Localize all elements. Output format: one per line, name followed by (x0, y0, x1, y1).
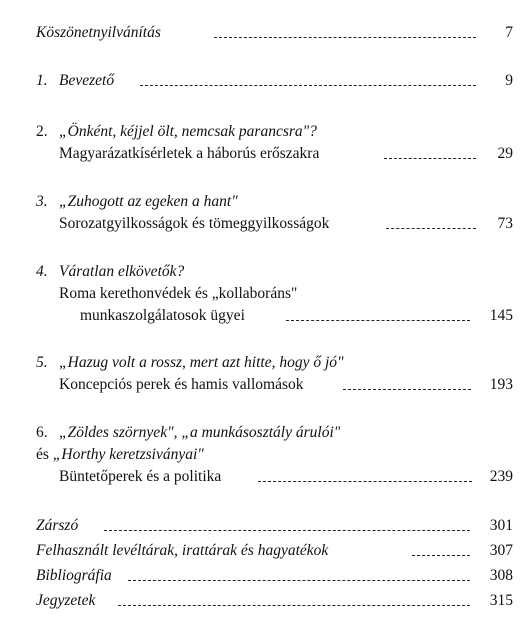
entry-title: Felhasznált levéltárak, irattárak és hagyatékok (36, 542, 329, 559)
page-number: 29 (497, 145, 513, 162)
dot-leader (214, 37, 476, 38)
dot-leader (104, 530, 470, 531)
entry-title: „Hazug volt a rossz, mert azt hitte, hogy ő jó" (59, 354, 344, 371)
toc-entry-chapter-5-subtitle (0, 374, 529, 396)
entry-title: Jegyzetek (36, 592, 96, 609)
toc-entry-notes (0, 590, 529, 612)
dot-leader (128, 580, 470, 581)
toc-entry-closing (0, 515, 529, 537)
toc-entry-archives (0, 540, 529, 562)
toc-entry-chapter-6-title-2 (0, 444, 529, 466)
entry-subtitle: Büntetőperek és a politika (59, 468, 222, 485)
chapter-number: 2. (36, 123, 48, 140)
toc-entry-chapter-2-title (0, 121, 529, 143)
dot-leader (118, 605, 470, 606)
entry-title: „Zuhogott az egeken a hant" (59, 193, 238, 210)
entry-title: „Horthy keretzsiványai" (52, 446, 204, 463)
dot-leader (386, 228, 476, 229)
dot-leader (384, 158, 476, 159)
entry-title-prefix: és (36, 446, 53, 463)
entry-title: Bibliográfia (36, 567, 112, 584)
dot-leader (343, 389, 471, 390)
page-number: 73 (497, 215, 513, 232)
page-number: 239 (489, 468, 513, 485)
toc-entry-chapter-1 (0, 70, 529, 92)
toc-entry-chapter-6-subtitle (0, 466, 529, 488)
toc-entry-chapter-4-subtitle-2 (0, 305, 529, 327)
chapter-number: 5. (36, 354, 48, 371)
toc-entry-chapter-3-subtitle (0, 213, 529, 235)
dot-leader (258, 481, 472, 482)
entry-title: Váratlan elkövetők? (59, 263, 185, 280)
page-number: 193 (489, 376, 513, 393)
chapter-number: 4. (36, 263, 48, 280)
toc-entry-chapter-6-title (0, 422, 529, 444)
entry-subtitle: Magyarázatkísérletek a háborús erőszakra (59, 145, 320, 162)
entry-subtitle: Koncepciós perek és hamis vallomások (59, 376, 304, 393)
toc-entry-chapter-4-subtitle-1 (0, 283, 529, 305)
page-number: 308 (489, 567, 513, 584)
chapter-number: 1. (36, 72, 48, 89)
toc-entry-chapter-2-subtitle (0, 143, 529, 165)
entry-subtitle: munkaszolgálatosok ügyei (80, 307, 245, 324)
page-number: 145 (489, 307, 513, 324)
toc-entry-chapter-4-title (0, 261, 529, 283)
chapter-number: 3. (36, 193, 48, 210)
entry-subtitle: Roma kerethonvédek és „kollaboráns" (59, 285, 298, 302)
dot-leader (140, 85, 476, 86)
page-number: 307 (489, 542, 513, 559)
chapter-number: 6. (36, 424, 48, 441)
page-number: 301 (489, 517, 513, 534)
entry-title: Zárszó (36, 517, 79, 534)
entry-title: „Zöldes szörnyek", „a munkásosztály árulói" (59, 424, 341, 441)
dot-leader (412, 555, 470, 556)
toc-entry-bibliography (0, 565, 529, 587)
page-number: 7 (505, 24, 513, 41)
toc-entry-acknowledgements (0, 22, 529, 44)
entry-title: Bevezető (59, 72, 115, 89)
dot-leader (286, 320, 470, 321)
entry-subtitle: Sorozatgyilkosságok és tömeggyilkosságok (59, 215, 330, 232)
entry-title: „Önként, kéjjel ölt, nemcsak parancsra"? (59, 123, 317, 140)
toc-entry-chapter-3-title (0, 191, 529, 213)
page-number: 315 (489, 592, 513, 609)
toc-entry-chapter-5-title (0, 352, 529, 374)
page-number: 9 (505, 72, 513, 89)
entry-title: Köszönetnyilvánítás (36, 24, 161, 41)
